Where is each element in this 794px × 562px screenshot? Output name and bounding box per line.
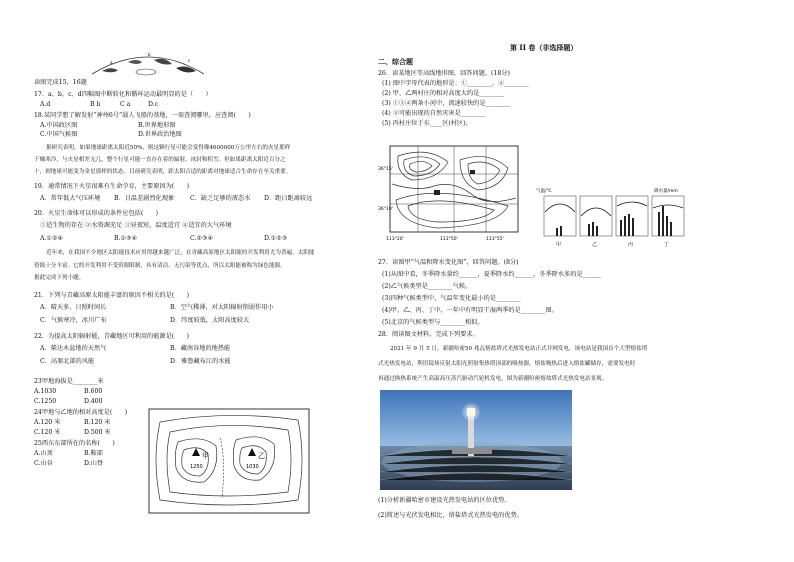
q19-option-a: A．常年低大气压环境: [40, 195, 101, 202]
passage-1-line: 干燥寒冷，与火星相差无几，整个行星可能一直存在着的辐射，冰封和积雪。但如果距离太阳近百分之: [34, 157, 286, 163]
passage-2-line: 近年来，在我国不少地区太阳能技术应用得越来越广泛，在青藏高原地区太阳能的开发利用尤为普遍，太阳能: [46, 250, 315, 256]
q23-option-d: D.400: [84, 398, 103, 405]
q21-option-d: D．纬度较低，太阳高度较大: [170, 317, 250, 324]
q27-item: (5)北京的气候类型与________相似。: [382, 319, 484, 326]
q27-item: (4)甲、乙、丙、丁中，一年中有明显干湿两季的是________图。: [382, 307, 558, 314]
q19-option-d: D．距日距离较远: [264, 195, 313, 202]
map-lat-label: 36°15': [378, 167, 393, 172]
q17-option-d: D.c: [148, 101, 159, 108]
climate-chart-jia: [544, 196, 576, 236]
topographic-map: [378, 140, 528, 242]
question-18: 18.某同学想了解发射“神州6号”载人飞船的基地，一需查阅哪里，应查阅( ): [34, 112, 251, 119]
q21-option-a: A．晴天多，日照时间长: [40, 304, 107, 311]
question-27: 27．读图甲“气温和降水变化图”，回答问题。(8分): [378, 259, 519, 266]
q17-option-a: A.d: [40, 101, 51, 108]
climate-label-bing: 丙: [628, 242, 634, 248]
q20-items: ①适生物的存在 ②水资源充足 ③昼夜短，温度适宜 ④适宜的大气环境: [40, 222, 232, 229]
q19-option-c: C．缺乏足够的液态水: [190, 195, 251, 202]
passage-2-line: 资源十分丰富。它的开发利用不受资源限制，具有清洁、无污染等优点，所以太阳能被称为绿色能源。: [34, 263, 286, 269]
question-22: 22．为提高太阳辐射能，青藏地区可利用的能源是( ): [34, 333, 190, 340]
passage-3-line: 再通过换热系统产生高温高压蒸汽驱动汽轮机发电。图为新疆哈密熔盐塔式光热发电站景观。: [378, 376, 608, 382]
q24-option-a: A.120 米: [34, 419, 61, 426]
q19-option-b: B．日温差剧烈化现象: [114, 195, 175, 202]
contour-map: [148, 408, 310, 514]
climate-label-ding: 丁: [664, 242, 670, 248]
q25-option-b: B.鞍部: [84, 450, 103, 457]
map-lat-label: 36°10': [378, 207, 393, 212]
q26-item: (3) ①③④两条小河中，流速较快的是________: [382, 100, 511, 107]
q26-item: (1) 图中字母代表的地形是：①________，②________: [382, 80, 529, 87]
q26-item: (4) ②可能出现的自然灾害是________: [382, 110, 486, 117]
question-20: 20．火星生命体可以形成的条件应包括( ): [34, 210, 159, 217]
q25-option-a: A.山顶: [34, 450, 53, 457]
climate-chart-bing: [616, 196, 648, 236]
climate-axis-temp: 气温/℃: [536, 189, 552, 194]
question-25: 25西东东部所在的名称( ): [34, 440, 115, 447]
question-17: 17．a、b、c、d四幅图中断转化和循环运动最明显的是（ ）: [34, 91, 212, 98]
q25-option-d: D.山脊: [84, 460, 104, 467]
contour-label-jia: 甲: [202, 452, 209, 460]
question-21: 21．下列与青藏高原太阳能丰富的原因不相关的是( ): [34, 292, 190, 299]
climate-chart-yi: [580, 196, 612, 236]
q20-option-d: D.①②③: [264, 235, 288, 242]
question-26: 26．读某地区等高线地形图，回答问题。(18分): [378, 70, 510, 77]
svg-text:b: b: [148, 52, 151, 57]
q22-option-d: D．雅鲁藏布江的水能: [170, 358, 231, 365]
q27-item: (3)四种气候类型中，气温年变化最小的是________: [382, 295, 521, 302]
question-28: 28．阅读图文材料，完成下列要求。: [378, 331, 479, 338]
contour-label-1250: 1250: [190, 464, 203, 470]
q26-item: (5) 丙村庄位于东____区(村区)。: [382, 120, 472, 127]
q24-option-d: D.500 米: [84, 429, 111, 436]
q17-option-c: C a: [120, 101, 131, 108]
passage-3-line: 2021 年 9 月 5 日，新疆哈密50 兆瓦熔盐塔式光热发电站正式并网发电，该电站是我国首个大型熔盐塔: [390, 346, 648, 352]
passage-1-line: 据研究表明，如果地球距离太阳近50%，则这颗行星可能会变得像4600000万公里左右的火星那样: [46, 145, 291, 151]
passage-3-line: 式光热发电站，利用镜场反射太阳光照射集热塔顶部的吸热器，熔盐吸热后进入熔盐罐储存，需要发电时: [378, 361, 636, 367]
q22-option-b: B．藏南谷地的地热能: [170, 345, 231, 352]
part-title: 第 II 卷（非选择题）: [510, 43, 578, 52]
q21-option-c: C．气候寒冷，冰川广布: [40, 317, 107, 324]
orbit-illustration: [88, 44, 208, 78]
climate-chart-ding: [652, 196, 684, 236]
climate-charts: [536, 186, 696, 250]
q18-option-a: A.中国政区图: [40, 122, 78, 129]
sub-question-1: (1)分析新疆哈密市建设光热发电站的区位优势。: [378, 497, 511, 504]
q24-option-b: B.120 米: [84, 419, 111, 426]
q18-option-d: D.世界政治地图: [138, 131, 182, 138]
q18-option-c: C.中国气候图: [40, 131, 78, 138]
passage-1-line: 十，则地球可能变为金星那样的状态。目前研究表明，距太阳合适的距离对地球适合生命存在至关重要。: [34, 169, 292, 175]
intro-text: 读图完成15，16题: [34, 79, 87, 86]
solar-station-photo: [380, 390, 572, 490]
q24-option-c: C.120 米: [34, 429, 61, 436]
svg-text:a: a: [110, 60, 113, 65]
q21-option-b: B．空气稀薄，对太阳辐射削弱作用小: [170, 304, 274, 311]
q20-option-b: B.①③④: [114, 235, 138, 242]
map-lon-label: 113°50': [440, 237, 458, 242]
sub-question-2: (2)简述与光伏发电相比，熔盐塔式光热发电的优势。: [378, 512, 523, 519]
q18-option-b: B.世界地形图: [138, 122, 176, 129]
q25-option-c: C.山谷: [34, 460, 53, 467]
q22-option-c: C．高原北部的风能: [40, 358, 95, 365]
contour-label-1030: 1030: [246, 464, 259, 470]
passage-2-line: 据此完成下列小题。: [34, 275, 85, 281]
q22-option-a: A．柴达木盆地的天然气: [40, 345, 107, 352]
q23-option-c: C.1250: [34, 398, 57, 405]
section-heading: 二、综合题: [378, 57, 413, 66]
q20-option-a: A.①②④: [40, 235, 64, 242]
q20-option-c: C.②③④: [190, 235, 214, 242]
question-24: 24甲地与乙地的相对高度是( ): [34, 409, 128, 416]
climate-label-yi: 乙: [592, 242, 598, 248]
map-lon-label: 113°55': [486, 237, 504, 242]
map-lon-label: 113°20': [386, 237, 404, 242]
q23-option-a: A.1030: [34, 388, 57, 395]
svg-text:c: c: [188, 58, 191, 63]
contour-label-yi: 乙: [258, 452, 265, 460]
q23-option-b: B.600: [84, 388, 103, 395]
q27-item: (1)从图中看，冬季降水量约______，夏季降水约______，冬季降水多的是______: [382, 271, 602, 278]
question-19: 19．通常情况下火星很难有生命孕育，主要原因为( ): [34, 183, 190, 190]
q17-option-b: B b: [90, 101, 101, 108]
q27-item: (2)乙气候类型是________气候。: [382, 283, 472, 290]
q26-item: (2) 甲、乙两村庄的相对高度大约是________: [382, 90, 505, 97]
climate-label-jia: 甲: [556, 242, 562, 248]
climate-axis-precip: 降水量/mm: [654, 189, 678, 194]
question-23: 23甲地海拔是________米: [34, 378, 104, 385]
